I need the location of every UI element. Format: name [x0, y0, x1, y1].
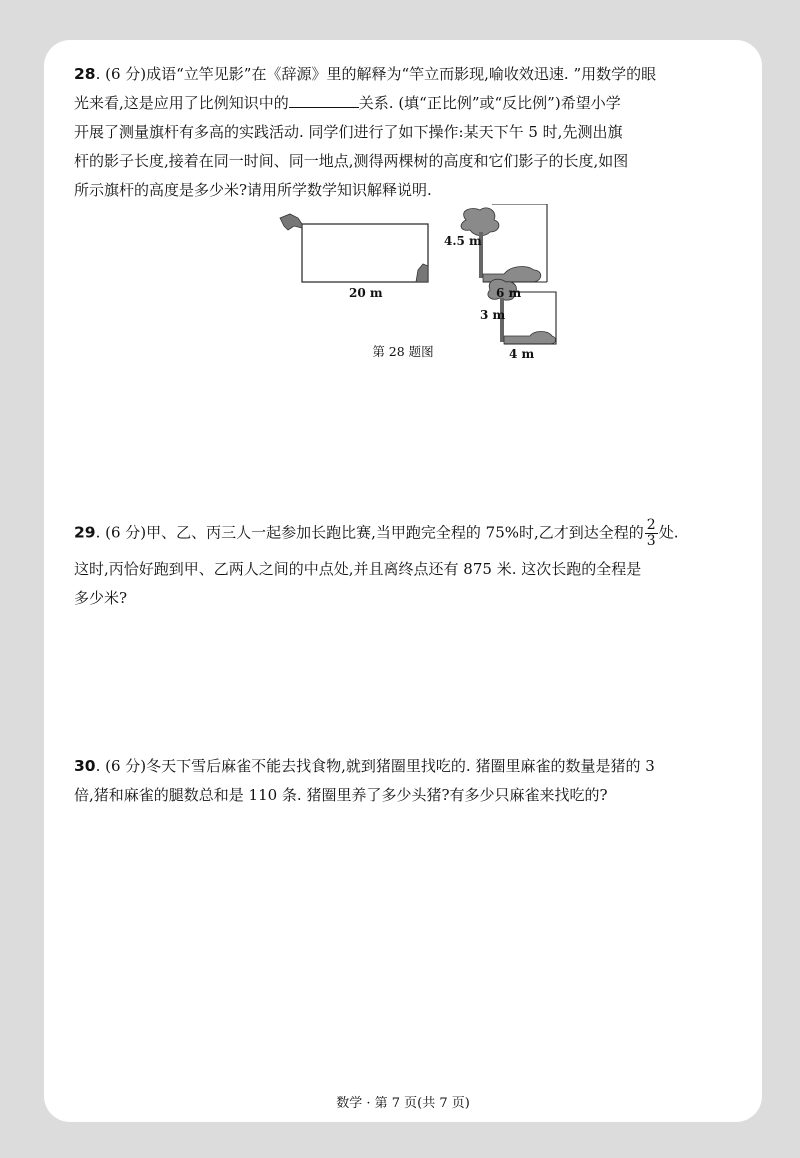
q28-text-2a: 光来看,这是应用了比例知识中的 [74, 94, 289, 112]
q29-line-2: 这时,丙恰好跑到甲、乙两人之间的中点处,并且离终点还有 875 米. 这次长跑的全程是 [74, 560, 642, 578]
tree1-height-label: 4.5 m [444, 234, 482, 248]
fraction-two-thirds [645, 518, 658, 549]
figure-caption: 第 28 题图 [372, 344, 434, 359]
answer-blank[interactable] [289, 93, 359, 108]
q28-line-4: 杆的影子长度,接着在同一时间、同一地点,测得两棵树的高度和它们影子的长度,如图 [74, 152, 629, 170]
flagpole-shadow-rect [302, 224, 428, 282]
q29-score: . (6 分) [95, 523, 147, 542]
question-30 [74, 752, 734, 810]
q30-number: 30 [74, 757, 96, 775]
q28-score: . (6 分) [95, 65, 147, 83]
q28-text-1: 成语“立竿见影”在《辞源》里的解释为“竿立而影现,喻收效迅速. ”用数学的眼 [146, 65, 657, 83]
tree2-shadow-label: 4 m [509, 347, 535, 361]
q28-line-5: 所示旗杆的高度是多少米?请用所学数学知识解释说明. [74, 181, 432, 199]
q30-score: . (6 分) [95, 757, 147, 775]
q29-line-3: 多少米? [74, 589, 128, 607]
q28-text-2b: 关系. (填“正比例”或“反比例”)希望小学 [358, 94, 621, 112]
fraction-denominator: 3 [646, 533, 656, 549]
tree1-shadow-label: 6 m [496, 286, 522, 300]
flag-icon [280, 214, 302, 230]
q30-line-1 [74, 752, 734, 781]
q29-line-1 [74, 518, 734, 549]
page-footer: 数学 · 第 7 页(共 7 页) [336, 1096, 470, 1111]
tree2-height-label: 3 m [480, 308, 506, 322]
q28-line-2 [74, 89, 734, 118]
q29-text-1b: 处. [658, 523, 679, 542]
q30-text-1: 冬天下雪后麻雀不能去找食物,就到猪圈里找吃的. 猪圈里麻雀的数量是猪的 3 [146, 757, 655, 775]
flag-shadow-icon [416, 264, 428, 282]
fraction-numerator: 2 [646, 517, 656, 533]
q28-number: 28 [74, 65, 96, 83]
q28-line-1 [74, 60, 734, 89]
q29-number: 29 [74, 523, 96, 542]
q30-line-2: 倍,猪和麻雀的腿数总和是 110 条. 猪圈里养了多少头猪?有多少只麻雀来找吃的? [74, 786, 608, 804]
q29-text-1a: 甲、乙、丙三人一起参加长跑比赛,当甲跑完全程的 75%时,乙才到达全程的 [146, 523, 644, 542]
question-28 [74, 60, 734, 205]
question-29 [74, 518, 734, 613]
exam-page [44, 40, 762, 1122]
q28-line-3: 开展了测量旗杆有多高的实践活动. 同学们进行了如下操作:某天下午 5 时,先测出旗 [74, 123, 623, 141]
flag-shadow-label: 20 m [349, 286, 383, 300]
